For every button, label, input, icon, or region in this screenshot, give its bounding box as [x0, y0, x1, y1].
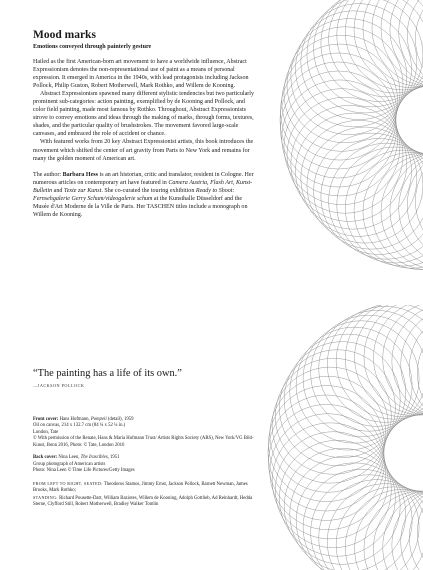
cover-credits	[33, 417, 258, 508]
spiral-loop	[372, 154, 423, 270]
back-cover-credit: Back cover: Nina Leen, The Irascibles, 1951	[33, 455, 120, 461]
quote-text: “The painting has a life of its own.”	[33, 368, 182, 379]
standing-artists: STANDING: Richard Pousette-Dart, William Baziotes, Willem de Kooning, Adolph Gottlieb, Ad Reinhardt, Hedda Sterne, Clyfford Still, Robert Motherwell, Bradley Walker Tomlin	[33, 494, 253, 507]
spiral-loop	[415, 143, 423, 259]
pull-quote	[33, 368, 263, 388]
spiral-loop	[364, 305, 423, 415]
exhibition-name: Ready to Shoot: Fernsehgalerie Gerry Schum/videogalerie schum	[33, 187, 235, 202]
publication-name: Camera Austria	[168, 179, 208, 186]
seated-artists: FROM LEFT TO RIGHT, SEATED: Theodoros Stamos, Jimmy Ernst, Jackson Pollock, Barnett Newman, James Brooks, Mark Rothko;	[33, 480, 248, 494]
spiral-loop	[296, 11, 412, 127]
spiral-loop	[314, 133, 423, 249]
spirograph-decoration-top	[252, 0, 423, 305]
back-cover-description: Group photograph of American artists	[33, 461, 106, 467]
page-subtitle: Emotions conveyed through painterly gesture	[33, 44, 152, 50]
publication-name: Flash Art	[210, 179, 233, 186]
spiral-loop	[280, 53, 396, 169]
spiral-loop	[337, 0, 423, 93]
spiral-loop	[296, 327, 412, 443]
spiral-loop	[290, 334, 406, 450]
author-bio: The author: Barbara Hess is an art historian, critic and translator, resident in Cologne. Her numerous articles on contemporary art have featured in Camera Austria, Flash Art, Kunst-Bulletin and Texte zur Kunst. She co-curated the touring exhibition Ready to Shoot: Fernsehgalerie Gerry Schum/videogalerie schum at the Kunsthalle Düsseldorf and the Musée d'Art Moderne de la Ville de Paris. Her TASCHEN titles include a monograph on Willem de Kooning.	[33, 171, 254, 218]
paragraph-1: Hailed as the first American-born art movement to have a worldwide influence, Abstract Expressionism denotes the non-representational use of paint as a means of personal expression. It emerged in America in the 1940s, with lead protagonists including Jackson Pollock, Philip Guston, Robert Motherwell, Mark Rothko, and Willem de Kooning.	[33, 59, 249, 90]
spiral-loop	[296, 113, 412, 229]
front-cover-credit: Front cover: Hans Hofmann, Pompeii (detail), 1959	[33, 417, 134, 422]
publication-name: Kunst-Bulletin	[33, 179, 253, 194]
front-cover-medium: Oil on canvas, 214 x 132.7 cm (84 ¼ x 52 ¼ in.)	[33, 423, 126, 429]
spiral-loop	[319, 310, 423, 426]
article-body	[33, 58, 255, 219]
spiral-loop	[390, 0, 423, 88]
spiral-loop	[354, 0, 423, 88]
front-cover-copyright: © With permission of the Renate, Hans & Maria Hofmann Trust/ Artists Rights Society (ARS), New York/VG Bild-Kunst, Bonn 2016, Photo: © Tate, London 2016	[33, 436, 254, 448]
spiral-loop	[319, 480, 423, 570]
spiral-loop	[291, 19, 407, 135]
page-title: Mood marks	[33, 29, 96, 41]
spiral-loop	[303, 469, 419, 570]
spiral-loop	[407, 0, 423, 93]
spiral-loop	[392, 487, 423, 570]
spiral-loop	[290, 456, 406, 570]
front-cover-location: London, Tate	[33, 429, 59, 435]
back-cover-copyright: Photo: Nina Leen © Time Life Pictures/Getty Images	[33, 468, 135, 474]
paragraph-2: Abstract Expressionism spawned many different stylistic tendencies but two particularly prominent sub-categories: action painting, exemplified by de Kooning and Pollock, and color field painting, made most famous by Rothko. Throughout, Abstract Expressionists strove to convey emotions and ideas through the making of marks, through forms, textures, shades, and the particular quality of brushstrokes. The movement favored large-scale canvases, and embraced the role of accident or chance.	[33, 91, 254, 138]
spiral-loop	[311, 315, 423, 431]
quote-attribution: —JACKSON POLLOCK	[33, 383, 85, 388]
spiral-loop	[307, 127, 423, 243]
spiral-loop	[373, 491, 423, 570]
spiral-loop	[399, 150, 423, 266]
spiral-loop	[303, 321, 419, 437]
article-column	[33, 29, 255, 219]
spiral-loop	[280, 71, 396, 187]
spirograph-decoration-bottom	[252, 305, 423, 570]
spiral-loop	[291, 105, 407, 221]
spiral-loop	[280, 62, 396, 178]
spiral-loop	[321, 0, 423, 102]
paragraph-3: With featured works from 20 key Abstract Expressionist artists, this book introduces the movement which shifted the center of art gravity from Paris to New York and remains for many the golden moment of American art.	[33, 139, 254, 162]
author-lead: The author:	[33, 171, 63, 178]
author-name: Barbara Hess	[62, 171, 99, 178]
publication-name: Texte zur Kunst	[63, 187, 102, 194]
